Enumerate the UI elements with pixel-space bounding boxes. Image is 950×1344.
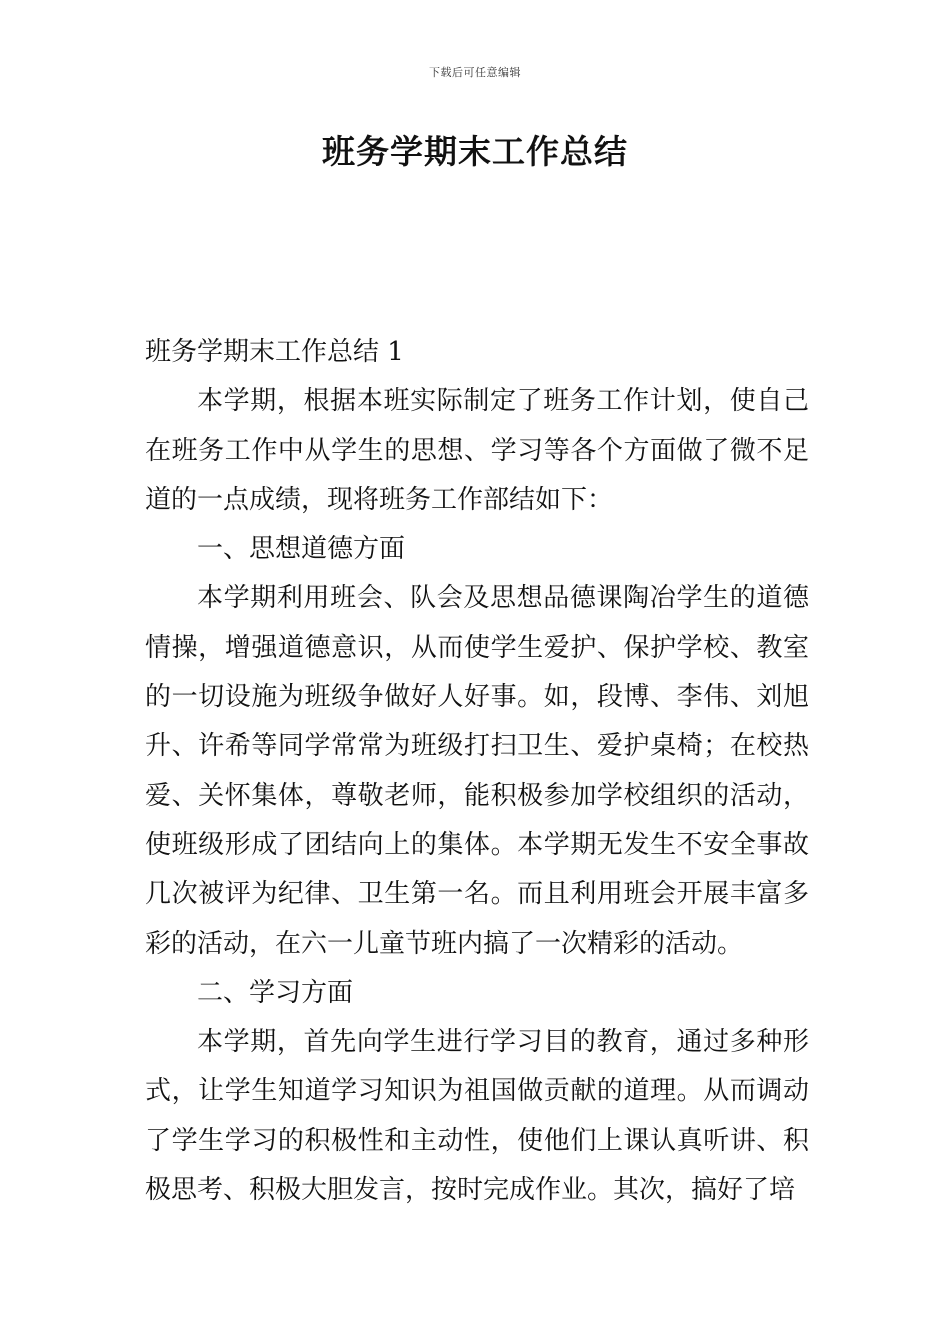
study-paragraph: 本学期，首先向学生进行学习目的教育，通过多种形式，让学生知道学习知识为祖国做贡献的道理。从而调动了学生学习的积极性和主动性，使他们上课认真听讲、积极思考、积极大胆发言，按时完成作业。其次，搞好了培 <box>145 1027 809 1206</box>
document-title: 班务学期末工作总结 <box>322 132 628 171</box>
intro-paragraph: 本学期，根据本班实际制定了班务工作计划，使自己在班务工作中从学生的思想、学习等各个方面做了微不足道的一点成绩，现将班务工作部结如下： <box>145 386 809 515</box>
morality-paragraph: 本学期利用班会、队会及思想品德课陶冶学生的道德情操，增强道德意识，从而使学生爱护、保护学校、教室的一切设施为班级争做好人好事。如，段博、李伟、刘旭升、许希等同学常常为班级打扫卫生、爱护桌椅；在校热爱、关怀集体，尊敬老师，能积极参加学校组织的活动，使班级形成了团结向上的集体。本学期无发生不安全事故几次被评为纪律、卫生第一名。而且利用班会开展丰富多彩的活动，在六一儿童节班内搞了一次精彩的活动。 <box>145 583 809 959</box>
download-note: 下载后可任意编辑 <box>429 66 521 79</box>
document-body <box>145 328 809 1215</box>
section-subtitle: 班务学期末工作总结 1 <box>145 337 404 367</box>
section-heading-study: 二、学习方面 <box>197 977 354 1008</box>
section-heading-morality: 一、思想道德方面 <box>197 534 406 565</box>
